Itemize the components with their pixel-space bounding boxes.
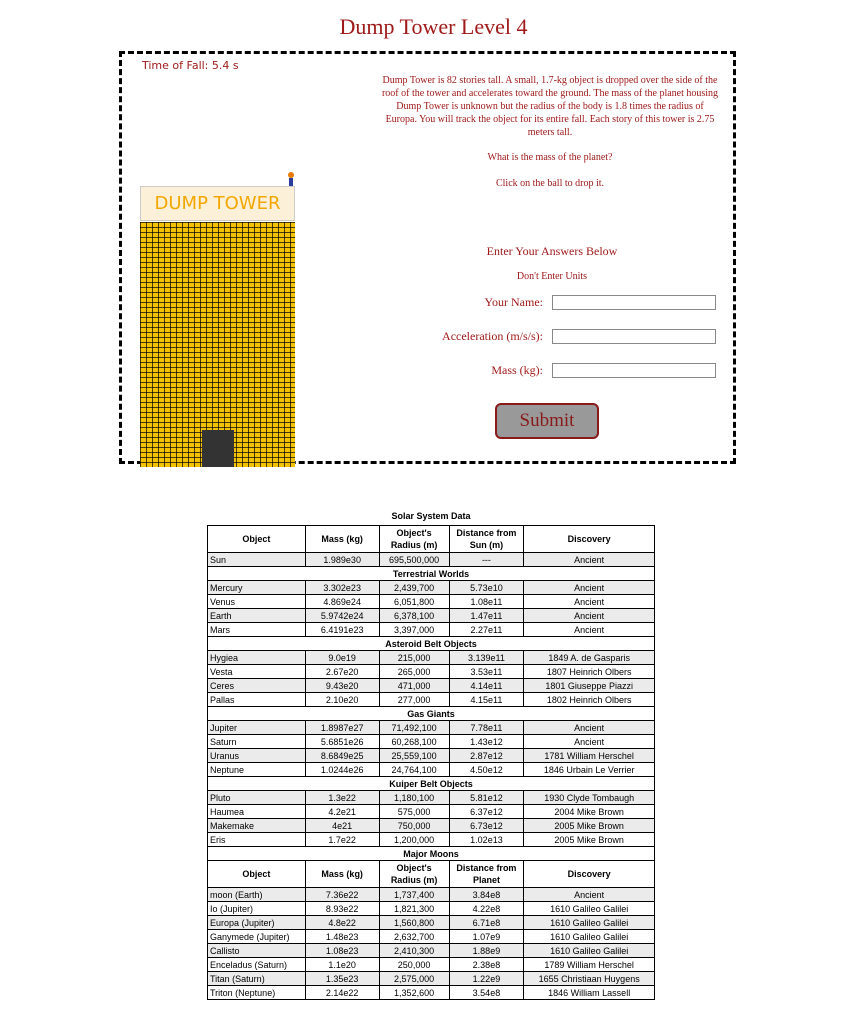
- section-title: Gas Giants: [208, 707, 655, 721]
- table-cell: 1,180,100: [379, 791, 449, 805]
- table-cell: 750,000: [379, 819, 449, 833]
- table-row: [208, 958, 655, 972]
- table-cell: 6.37e12: [449, 805, 524, 819]
- table-cell: 1.48e23: [305, 930, 379, 944]
- table-cell: Ancient: [524, 888, 655, 902]
- table-row: [208, 805, 655, 819]
- name-input[interactable]: [552, 295, 716, 310]
- table-row: [208, 819, 655, 833]
- drop-instruction: Click on the ball to drop it.: [495, 178, 605, 189]
- submit-button[interactable]: Submit: [495, 403, 599, 439]
- table-cell: 3.302e23: [305, 581, 379, 595]
- section-title: Kuiper Belt Objects: [208, 777, 655, 791]
- table-header-row: [208, 861, 655, 888]
- table-cell: 4.14e11: [449, 679, 524, 693]
- table-cell: 4.8e22: [305, 916, 379, 930]
- table-cell: 1,737,400: [379, 888, 449, 902]
- table-cell: Haumea: [208, 805, 306, 819]
- column-header: Discovery: [524, 526, 655, 553]
- table-cell: 2004 Mike Brown: [524, 805, 655, 819]
- acceleration-label: Acceleration (m/s/s):: [442, 329, 543, 343]
- table-cell: Uranus: [208, 749, 306, 763]
- table-cell: 6.71e8: [449, 916, 524, 930]
- person-figure: [289, 178, 293, 186]
- table-cell: 3.84e8: [449, 888, 524, 902]
- table-cell: Sun: [208, 553, 306, 567]
- table-cell: 1610 Galileo Galilei: [524, 916, 655, 930]
- column-header: Object: [208, 526, 306, 553]
- table-cell: 2.87e12: [449, 749, 524, 763]
- section-title: Major Moons: [208, 847, 655, 861]
- table-cell: 1849 A. de Gasparis: [524, 651, 655, 665]
- table-cell: 1.35e23: [305, 972, 379, 986]
- answers-heading: Enter Your Answers Below: [486, 244, 618, 258]
- table-cell: 1.47e11: [449, 609, 524, 623]
- table-cell: 1.22e9: [449, 972, 524, 986]
- table-row: [208, 972, 655, 986]
- table-cell: Eris: [208, 833, 306, 847]
- column-header: Discovery: [524, 861, 655, 888]
- section-title: Asteroid Belt Objects: [208, 637, 655, 651]
- table-cell: Ancient: [524, 623, 655, 637]
- column-header: Distance from Sun (m): [449, 526, 524, 553]
- page-title: Dump Tower Level 4: [339, 14, 528, 39]
- table-cell: Jupiter: [208, 721, 306, 735]
- table-cell: 1.43e12: [449, 735, 524, 749]
- table-cell: 3,397,000: [379, 623, 449, 637]
- table-cell: 1655 Christiaan Huygens: [524, 972, 655, 986]
- mass-label: Mass (kg):: [491, 363, 543, 377]
- time-of-fall: Time of Fall: 5.4 s: [142, 59, 239, 72]
- table-cell: 2.67e20: [305, 665, 379, 679]
- table-cell: 575,000: [379, 805, 449, 819]
- table-cell: 1.989e30: [305, 553, 379, 567]
- table-cell: 1802 Heinrich Olbers: [524, 693, 655, 707]
- table-cell: 6.4191e23: [305, 623, 379, 637]
- table-cell: 4.2e21: [305, 805, 379, 819]
- table-cell: 1801 Giuseppe Piazzi: [524, 679, 655, 693]
- table-row: [208, 735, 655, 749]
- table-header-row: [208, 526, 655, 553]
- table-cell: 1,200,000: [379, 833, 449, 847]
- table-cell: Earth: [208, 609, 306, 623]
- table-cell: 1.1e20: [305, 958, 379, 972]
- table-cell: Ancient: [524, 595, 655, 609]
- table-cell: 1610 Galileo Galilei: [524, 944, 655, 958]
- table-cell: 215,000: [379, 651, 449, 665]
- table-row: [208, 609, 655, 623]
- table-cell: 4.15e11: [449, 693, 524, 707]
- table-cell: Ancient: [524, 553, 655, 567]
- table-cell: 1781 William Herschel: [524, 749, 655, 763]
- table-row: [208, 930, 655, 944]
- table-cell: 71,492,100: [379, 721, 449, 735]
- table-cell: 2.10e20: [305, 693, 379, 707]
- section-row: [208, 847, 655, 861]
- table-cell: 1807 Heinrich Olbers: [524, 665, 655, 679]
- units-note: Don't Enter Units: [516, 271, 588, 282]
- table-cell: Callisto: [208, 944, 306, 958]
- table-cell: 1610 Galileo Galilei: [524, 930, 655, 944]
- table-cell: 2,439,700: [379, 581, 449, 595]
- table-row: [208, 763, 655, 777]
- table-cell: 5.9742e24: [305, 609, 379, 623]
- table-cell: Titan (Saturn): [208, 972, 306, 986]
- table-cell: Io (Jupiter): [208, 902, 306, 916]
- table-cell: 4.22e8: [449, 902, 524, 916]
- table-cell: 25,559,100: [379, 749, 449, 763]
- table-cell: Mercury: [208, 581, 306, 595]
- table-cell: 4.869e24: [305, 595, 379, 609]
- table-cell: 6,378,100: [379, 609, 449, 623]
- table-cell: 1.0244e26: [305, 763, 379, 777]
- table-cell: 1.3e22: [305, 791, 379, 805]
- table-cell: 24,764,100: [379, 763, 449, 777]
- table-cell: 2005 Mike Brown: [524, 833, 655, 847]
- column-header: Object's Radius (m): [379, 861, 449, 888]
- solar-system-table: [207, 525, 655, 1000]
- mass-input[interactable]: [552, 363, 716, 378]
- table-cell: Hygiea: [208, 651, 306, 665]
- table-cell: 2.38e8: [449, 958, 524, 972]
- table-cell: Pluto: [208, 791, 306, 805]
- table-row: [208, 944, 655, 958]
- table-cell: 471,000: [379, 679, 449, 693]
- section-row: [208, 707, 655, 721]
- table-cell: Venus: [208, 595, 306, 609]
- table-cell: 6.73e12: [449, 819, 524, 833]
- table-cell: Enceladus (Saturn): [208, 958, 306, 972]
- tower-door: [202, 430, 234, 467]
- section-row: [208, 777, 655, 791]
- table-row: [208, 916, 655, 930]
- table-cell: Mars: [208, 623, 306, 637]
- table-row: [208, 595, 655, 609]
- column-header: Object: [208, 861, 306, 888]
- table-cell: 1.08e23: [305, 944, 379, 958]
- table-cell: 3.54e8: [449, 986, 524, 1000]
- section-title: Terrestrial Worlds: [208, 567, 655, 581]
- table-cell: Vesta: [208, 665, 306, 679]
- column-header: Object's Radius (m): [379, 526, 449, 553]
- table-cell: 1789 William Herschel: [524, 958, 655, 972]
- table-row: [208, 665, 655, 679]
- table-row: [208, 833, 655, 847]
- table-cell: 5.6851e26: [305, 735, 379, 749]
- table-cell: 2,632,700: [379, 930, 449, 944]
- table-row: [208, 553, 655, 567]
- table-cell: 2,410,300: [379, 944, 449, 958]
- table-cell: 8.6849e25: [305, 749, 379, 763]
- table-cell: Pallas: [208, 693, 306, 707]
- table-cell: 5.81e12: [449, 791, 524, 805]
- table-cell: 7.36e22: [305, 888, 379, 902]
- table-cell: 277,000: [379, 693, 449, 707]
- table-cell: 1,821,300: [379, 902, 449, 916]
- table-row: [208, 623, 655, 637]
- table-row: [208, 888, 655, 902]
- table-cell: 2,575,000: [379, 972, 449, 986]
- table-row: [208, 986, 655, 1000]
- table-row: [208, 749, 655, 763]
- table-title: Solar System Data: [391, 511, 471, 521]
- table-row: [208, 581, 655, 595]
- table-cell: 8.93e22: [305, 902, 379, 916]
- table-cell: 1.7e22: [305, 833, 379, 847]
- table-cell: 1610 Galileo Galilei: [524, 902, 655, 916]
- table-cell: 2005 Mike Brown: [524, 819, 655, 833]
- table-row: [208, 651, 655, 665]
- table-cell: 1.07e9: [449, 930, 524, 944]
- table-cell: Saturn: [208, 735, 306, 749]
- column-header: Mass (kg): [305, 861, 379, 888]
- table-cell: Ancient: [524, 735, 655, 749]
- table-cell: 695,500,000: [379, 553, 449, 567]
- table-cell: 5.73e10: [449, 581, 524, 595]
- table-cell: moon (Earth): [208, 888, 306, 902]
- table-cell: 1930 Clyde Tombaugh: [524, 791, 655, 805]
- table-cell: 1,560,800: [379, 916, 449, 930]
- table-cell: 4.50e12: [449, 763, 524, 777]
- table-cell: Triton (Neptune): [208, 986, 306, 1000]
- section-row: [208, 567, 655, 581]
- section-row: [208, 637, 655, 651]
- table-cell: 6,051,800: [379, 595, 449, 609]
- table-cell: 250,000: [379, 958, 449, 972]
- name-label: Your Name:: [484, 295, 543, 309]
- table-row: [208, 693, 655, 707]
- table-cell: Ancient: [524, 581, 655, 595]
- table-cell: 2.14e22: [305, 986, 379, 1000]
- table-cell: 1846 William Lassell: [524, 986, 655, 1000]
- table-cell: Ancient: [524, 721, 655, 735]
- column-header: Distance from Planet: [449, 861, 524, 888]
- table-cell: Ancient: [524, 609, 655, 623]
- tower-sign: DUMP TOWER: [140, 186, 295, 221]
- table-cell: 1.08e11: [449, 595, 524, 609]
- table-row: [208, 721, 655, 735]
- table-cell: Ceres: [208, 679, 306, 693]
- table-cell: 9.0e19: [305, 651, 379, 665]
- table-cell: Makemake: [208, 819, 306, 833]
- table-cell: 60,268,100: [379, 735, 449, 749]
- table-row: [208, 791, 655, 805]
- problem-description: Dump Tower is 82 stories tall. A small, 1.7-kg object is dropped over the side of the roof of the tower and accelerates toward the ground. The mass of the planet housing Dump Tower is unknown but the radius of the body is 1.8 times the radius of Europa. You will track the object for its entire fall. Each story of this tower is 2.75 meters tall.: [381, 75, 719, 138]
- table-cell: 3.139e11: [449, 651, 524, 665]
- table-cell: 3.53e11: [449, 665, 524, 679]
- table-cell: Neptune: [208, 763, 306, 777]
- table-cell: 1846 Urbain Le Verrier: [524, 763, 655, 777]
- table-cell: ---: [449, 553, 524, 567]
- table-cell: 1.8987e27: [305, 721, 379, 735]
- table-cell: 1.02e13: [449, 833, 524, 847]
- table-row: [208, 902, 655, 916]
- table-cell: 9.43e20: [305, 679, 379, 693]
- table-cell: Ganymede (Jupiter): [208, 930, 306, 944]
- table-row: [208, 679, 655, 693]
- table-cell: 265,000: [379, 665, 449, 679]
- table-cell: 7.78e11: [449, 721, 524, 735]
- table-cell: 4e21: [305, 819, 379, 833]
- column-header: Mass (kg): [305, 526, 379, 553]
- acceleration-input[interactable]: [552, 329, 716, 344]
- simulation-panel: [119, 51, 736, 464]
- table-cell: 2.27e11: [449, 623, 524, 637]
- table-cell: 1.88e9: [449, 944, 524, 958]
- table-cell: 1,352,600: [379, 986, 449, 1000]
- table-cell: Europa (Jupiter): [208, 916, 306, 930]
- problem-question: What is the mass of the planet?: [487, 152, 613, 163]
